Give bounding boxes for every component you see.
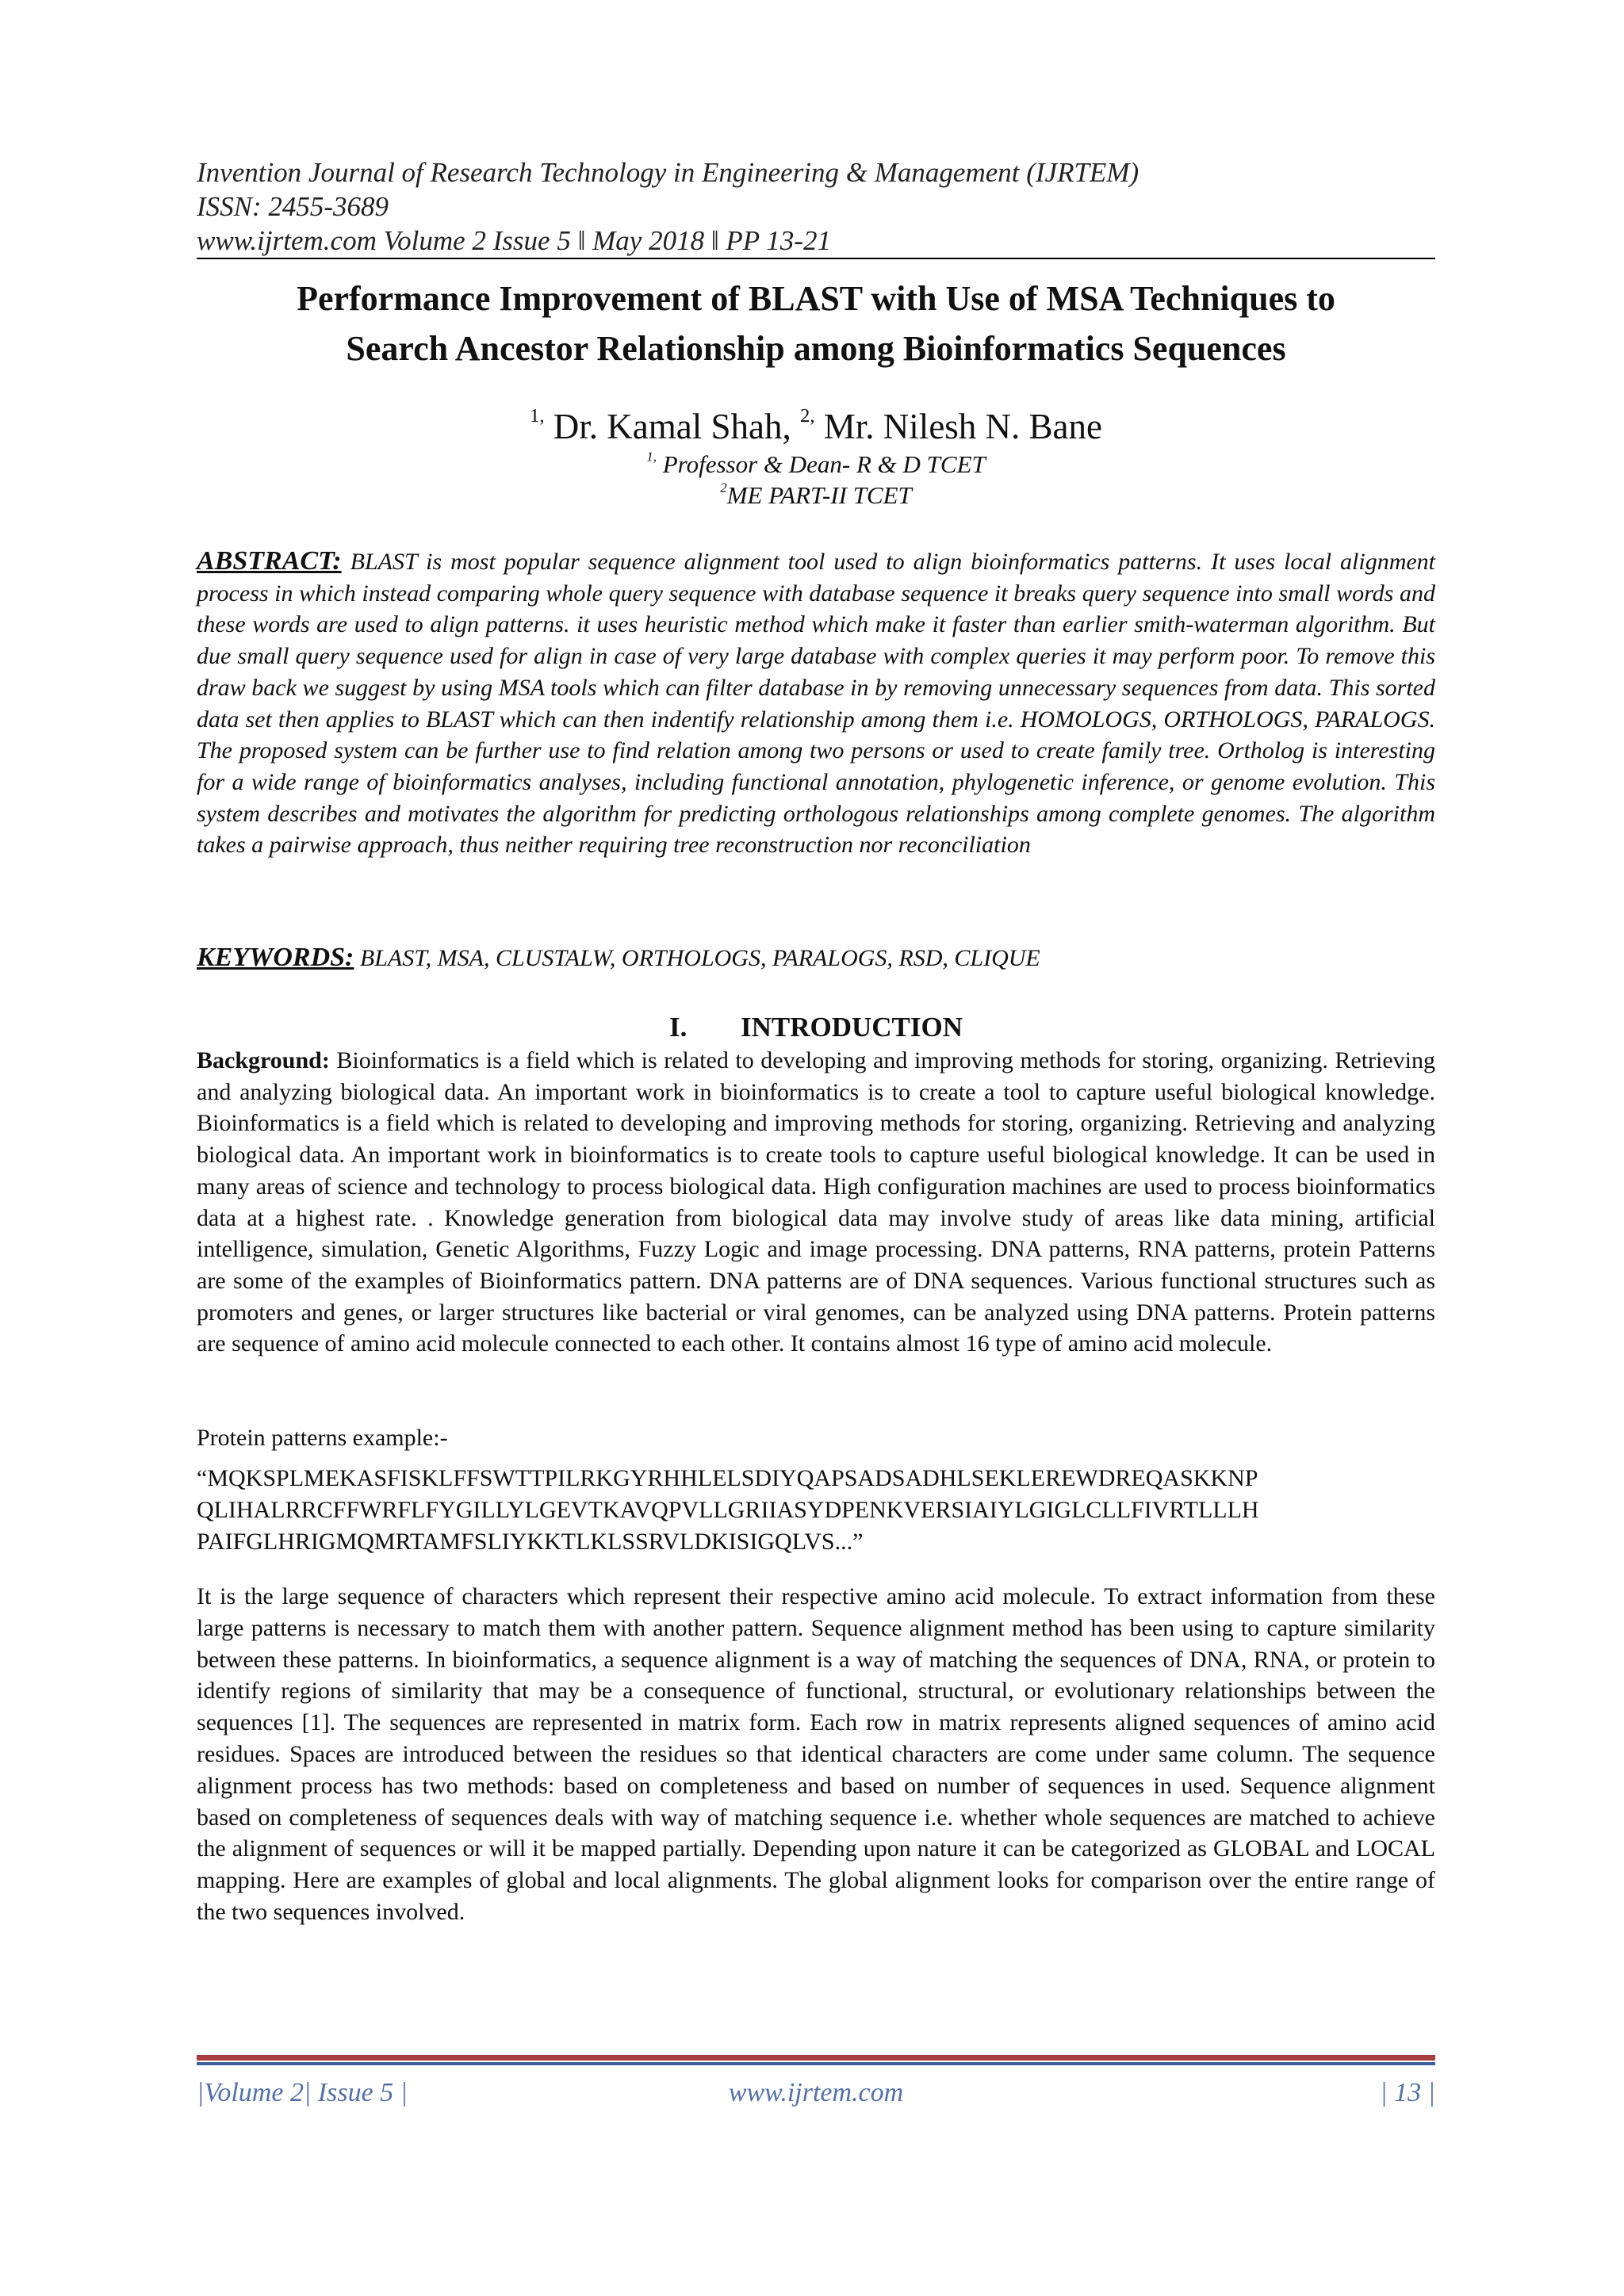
section-title: INTRODUCTION	[740, 1012, 963, 1043]
affiliation-1	[197, 450, 1435, 480]
footer-page-number: | 13 |	[1380, 2078, 1435, 2107]
journal-header	[197, 155, 1434, 258]
author-2-mark: 2,	[799, 404, 815, 427]
intro-background-paragraph	[197, 1045, 1435, 1360]
footer-volume-issue: |Volume 2| Issue 5 |	[197, 2078, 408, 2107]
journal-volume-line: www.ijrtem.com Volume 2 Issue 5 ǁ May 2018 ǁ PP 13-21	[197, 225, 831, 256]
keywords-text: BLAST, MSA, CLUSTALW, ORTHOLOGS, PARALOGS, RSD, CLIQUE	[359, 945, 1040, 971]
title-line-2: Search Ancestor Relationship among Bioinformatics Sequences	[346, 329, 1286, 368]
intro-paragraph-2: It is the large sequence of characters which represent their respective amino acid molecule. To extract information from these large patterns is necessary to match them with another pattern. Sequence alignment method has been using to capture similarity between these patterns. In bioinformatics, a sequence alignment is a way of matching the sequences of DNA, RNA, or protein to identify regions of similarity that may be a consequence of functional, structural, or evolutionary relationships between the sequences [1]. The sequences are represented in matrix form. Each row in matrix represents aligned sequences of amino acid residues. Spaces are introduced between the residues so that identical characters are come under same column. The sequence alignment process has two methods: based on completeness and based on number of sequences in used. Sequence alignment based on completeness of sequences deals with way of matching sequence i.e. whether whole sequences are matched to achieve the alignment of sequences or will it be mapped partially. Depending upon nature it can be categorized as GLOBAL and LOCAL mapping. Here are examples of global and local alignments. The global alignment looks for comparison over the entire range of the two sequences involved.	[197, 1583, 1435, 1925]
sequence-line-1: “MQKSPLMEKASFISKLFFSWTTPILRKGYRHHLELSDIYQAPSADSADHLSEKLEREWDREQASKKNP	[197, 1465, 1258, 1491]
protein-sequence	[197, 1463, 1435, 1558]
author-list	[197, 404, 1435, 449]
author-1-mark: 1,	[529, 404, 545, 427]
journal-name: Invention Journal of Research Technology in Engineering & Management (IJRTEM)	[197, 157, 1139, 188]
affiliation-2-mark: 2	[720, 480, 727, 496]
background-label: Background:	[197, 1047, 330, 1073]
affiliation-2-text: ME PART-II TCET	[726, 481, 912, 509]
affiliation-1-mark: 1,	[646, 449, 657, 465]
protein-example-label: Protein patterns example:-	[197, 1425, 448, 1451]
affiliation-1-text: Professor & Dean- R & D TCET	[657, 450, 986, 478]
abstract-text: BLAST is most popular sequence alignment tool used to align bioinformatics patterns. It uses local alignment process in which instead comparing whole query sequence with database sequence it breaks query sequence into small words and these words are used to align patterns. it uses heuristic method which make it faster than earlier smith-waterman algorithm. But due small query sequence used for align in case of very large database with complex queries it may perform poor. To remove this draw back we suggest by using MSA tools which can filter database in by removing unnecessary sequences from data. This sorted data set then applies to BLAST which can then indentify relationship among them i.e. HOMOLOGS, ORTHOLOGS, PARALOGS. The proposed system can be further use to find relation among two persons or used to create family tree. Ortholog is interesting for a wide range of bioinformatics analyses, including functional annotation, phylogenetic inference, or genome evolution. This system describes and motivates the algorithm for predicting orthologous relationships among complete genomes. The algorithm takes a pairwise approach, thus neither requiring tree reconstruction nor reconciliation	[197, 549, 1436, 859]
sequence-line-3: PAIFGLHRIGMQMRTAMFSLIYKKTLKLSSRVLDKISIGQLVS...”	[197, 1529, 864, 1555]
header-rule	[197, 258, 1435, 259]
keywords-label: KEYWORDS:	[197, 943, 354, 972]
author-1-name: Dr. Kamal Shah,	[544, 407, 800, 446]
section-number: I.	[668, 1012, 688, 1043]
footer-bar-red	[197, 2055, 1435, 2061]
keywords	[197, 942, 1435, 974]
footer-website-link[interactable]: www.ijrtem.com	[728, 2078, 904, 2107]
footer-bar-blue	[197, 2062, 1435, 2065]
background-text: Bioinformatics is a field which is related to developing and improving methods for storing, organizing. Retrieving and analyzing biological data. An important work in bioinformatics is to create a tool to capture useful biological knowledge. Bioinformatics is a field which is related to developing and improving methods for storing, organizing. Retrieving and analyzing biological data. An important work in bioinformatics is to create tools to capture useful biological knowledge. It can be used in many areas of science and technology to process biological data. High configuration machines are used to process bioinformatics data at a highest rate. . Knowledge generation from biological data may involve study of areas like data mining, artificial intelligence, simulation, Genetic Algorithms, Fuzzy Logic and image processing. DNA patterns, RNA patterns, protein Patterns are some of the examples of Bioinformatics pattern. DNA patterns are of DNA sequences. Various functional structures such as promoters and genes, or larger structures like bacterial or viral genomes, can be analyzed using DNA patterns. Protein patterns are sequence of amino acid molecule connected to each other. It contains almost 16 type of amino acid molecule.	[197, 1047, 1435, 1357]
sequence-line-2: QLIHALRRCFFWRFLFYGILLYLGEVTKAVQPVLLGRIIASYDPENKVERSIAIYLGIGLCLLFIVRTLLLH	[197, 1497, 1259, 1523]
title-line-1: Performance Improvement of BLAST with Use of MSA Techniques to	[297, 279, 1335, 318]
journal-issn: ISSN: 2455-3689	[197, 191, 389, 222]
paper-title	[197, 274, 1435, 373]
abstract	[197, 545, 1435, 861]
page-footer	[197, 2076, 1435, 2110]
abstract-label: ABSTRACT:	[197, 546, 342, 576]
affiliation-2	[197, 480, 1435, 511]
author-2-name: Mr. Nilesh N. Bane	[814, 407, 1103, 446]
section-heading-introduction	[197, 1010, 1435, 1045]
